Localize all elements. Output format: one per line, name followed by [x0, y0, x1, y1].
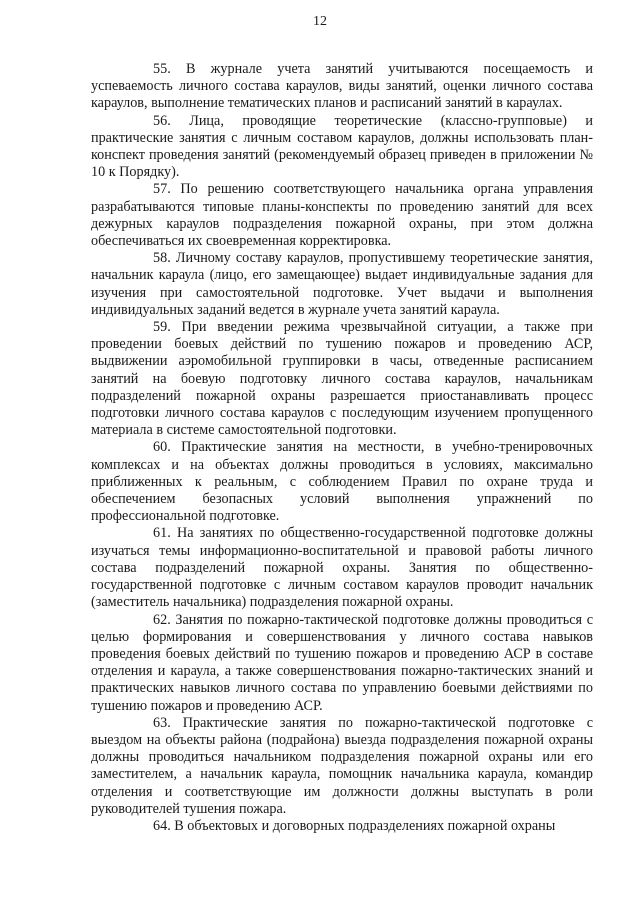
paragraph-64: 64. В объектовых и договорных подразделениях пожарной охраны — [153, 817, 556, 834]
paragraph-56: 56. Лица, проводящие теоретические (классно-групповые) и практические занятия с личным составом караулов, должны использовать план-конспект проведения занятий (рекомендуемый образец приведен в приложении № 10 к Порядку). — [91, 112, 593, 181]
paragraph-58: 58. Личному составу караулов, пропустившему теоретические занятия, начальник караула (лицо, его замещающее) выдает индивидуальные задания для изучения при самостоятельной подготовке. Учет выдачи и выполнения индивидуальных заданий ведется в журнале учета занятий караула. — [91, 250, 593, 318]
paragraph-63: 63. Практические занятия по пожарно-тактической подготовке с выездом на объекты района (подрайона) выезда подразделения пожарной охраны должны проводиться начальником подразделения пожарной охраны или его заместителем, а начальник караула, помощник начальника караула, командир отделения и соответствующие им должности должны выступать в роли руководителей тушения пожара. — [91, 714, 593, 817]
document-body — [91, 61, 593, 835]
page-number: 12 — [313, 14, 327, 29]
paragraph-61: 61. На занятиях по общественно-государственной подготовке должны изучаться темы информационно-воспитательной и правовой работы личного состава подразделений пожарной охраны. Занятия по общественно-государственной подготовке с личным составом караулов проводит начальник (заместитель начальника) подразделения пожарной охраны. — [91, 525, 593, 611]
paragraph-55: 55. В журнале учета занятий учитываются посещаемость и успеваемость личного состава караулов, виды занятий, оценки личного состава караулов, выполнение тематических планов и расписаний занятий в караулах. — [91, 61, 593, 112]
paragraph-62: 62. Занятия по пожарно-тактической подготовке должны проводиться с целью формирования и совершенствования у личного состава навыков проведения боевых действий по тушению пожаров и проведению АСР в составе отделения и караула, а также совершенствования пожарно-тактических знаний и практических навыков личного состава по управлению боевыми действиями по тушению пожаров и проведению АСР. — [91, 611, 593, 714]
paragraph-60: 60. Практические занятия на местности, в учебно-тренировочных комплексах и на объектах должны проводиться в условиях, максимально приближенных к реальным, с соблюдением Правил по охране труда и обеспечением безопасных условий выполнения упражнений по профессиональной подготовке. — [91, 439, 593, 525]
paragraph-57: 57. По решению соответствующего начальника органа управления разрабатываются типовые планы-конспекты по проведению занятий для всех дежурных караулов подразделения пожарной охраны, при этом должна обеспечиваться их своевременная корректировка. — [91, 181, 593, 250]
paragraph-59: 59. При введении режима чрезвычайной ситуации, а также при проведении боевых действий по тушению пожаров и проведению АСР, выдвижении аэромобильной группировки в часы, отведенные расписанием занятий на боевую подготовку личного состава караулов, начальникам подразделений пожарной охраны разрешается приостанавливать процесс подготовки личного состава караулов с последующим изучением пропущенного материала в системе самостоятельной подготовки. — [91, 319, 593, 439]
